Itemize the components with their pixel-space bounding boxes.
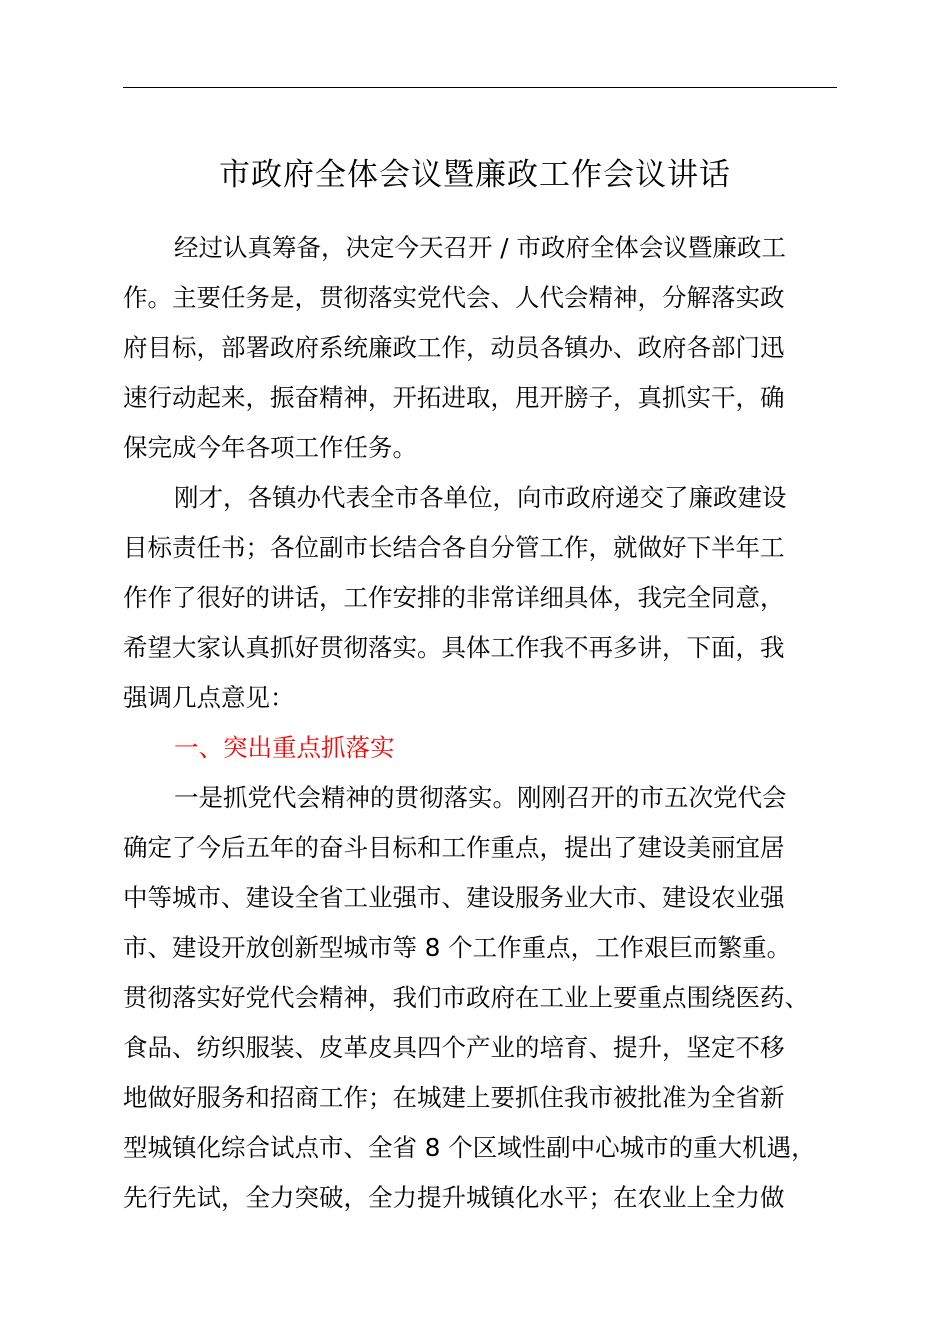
paragraph-1-line-4: 速行动起来，振奋精神，开拓进取，甩开膀子，真抓实干，确 — [123, 383, 785, 412]
paragraph-1-line-1: 经过认真筹备，决定今天召开 / 市政府全体会议暨廉政工 — [174, 233, 786, 262]
paragraph-1-line-2: 作。主要任务是，贯彻落实党代会、人代会精神，分解落实政 — [123, 283, 785, 312]
paragraph-3-line-3: 中等城市、建设全省工业强市、建设服务业大市、建设农业强 — [123, 883, 785, 912]
paragraph-3-line-5: 贯彻落实好党代会精神，我们市政府在工业上要重点围绕医药、 — [123, 983, 809, 1012]
paragraph-2-line-1: 刚才，各镇办代表全市各单位，向市政府递交了廉政建设 — [174, 483, 787, 512]
paragraph-3-line-2: 确定了今后五年的奋斗目标和工作重点，提出了建设美丽宜居 — [123, 833, 785, 862]
paragraph-2-line-5: 强调几点意见： — [123, 683, 295, 712]
paragraph-1-line-5: 保完成今年各项工作任务。 — [123, 433, 417, 462]
section-heading-1: 一、突出重点抓落实 — [174, 733, 395, 762]
paragraph-3-line-9: 先行先试，全力突破，全力提升城镇化水平；在农业上全力做 — [123, 1183, 785, 1212]
paragraph-1-line-3: 府目标，部署政府系统廉政工作，动员各镇办、政府各部门迅 — [123, 333, 785, 362]
document-title: 市政府全体会议暨廉政工作会议讲话 — [219, 157, 731, 193]
paragraph-2-line-2: 目标责任书；各位副市长结合各自分管工作，就做好下半年工 — [123, 533, 785, 562]
paragraph-2-line-3: 作作了很好的讲话，工作安排的非常详细具体，我完全同意， — [123, 583, 785, 612]
header-rule — [123, 87, 837, 88]
paragraph-3-line-1: 一是抓党代会精神的贯彻落实。刚刚召开的市五次党代会 — [174, 783, 787, 812]
paragraph-3-line-7: 地做好服务和招商工作；在城建上要抓住我市被批准为全省新 — [123, 1083, 785, 1112]
paragraph-3-line-8: 型城镇化综合试点市、全省 8 个区域性副中心城市的重大机遇， — [123, 1133, 816, 1162]
paragraph-2-line-4: 希望大家认真抓好贯彻落实。具体工作我不再多讲，下面，我 — [123, 633, 785, 662]
paragraph-3-line-4: 市、建设开放创新型城市等 8 个工作重点，工作艰巨而繁重。 — [123, 933, 792, 962]
paragraph-3-line-6: 食品、纺织服装、皮革皮具四个产业的培育、提升，坚定不移 — [123, 1033, 785, 1062]
